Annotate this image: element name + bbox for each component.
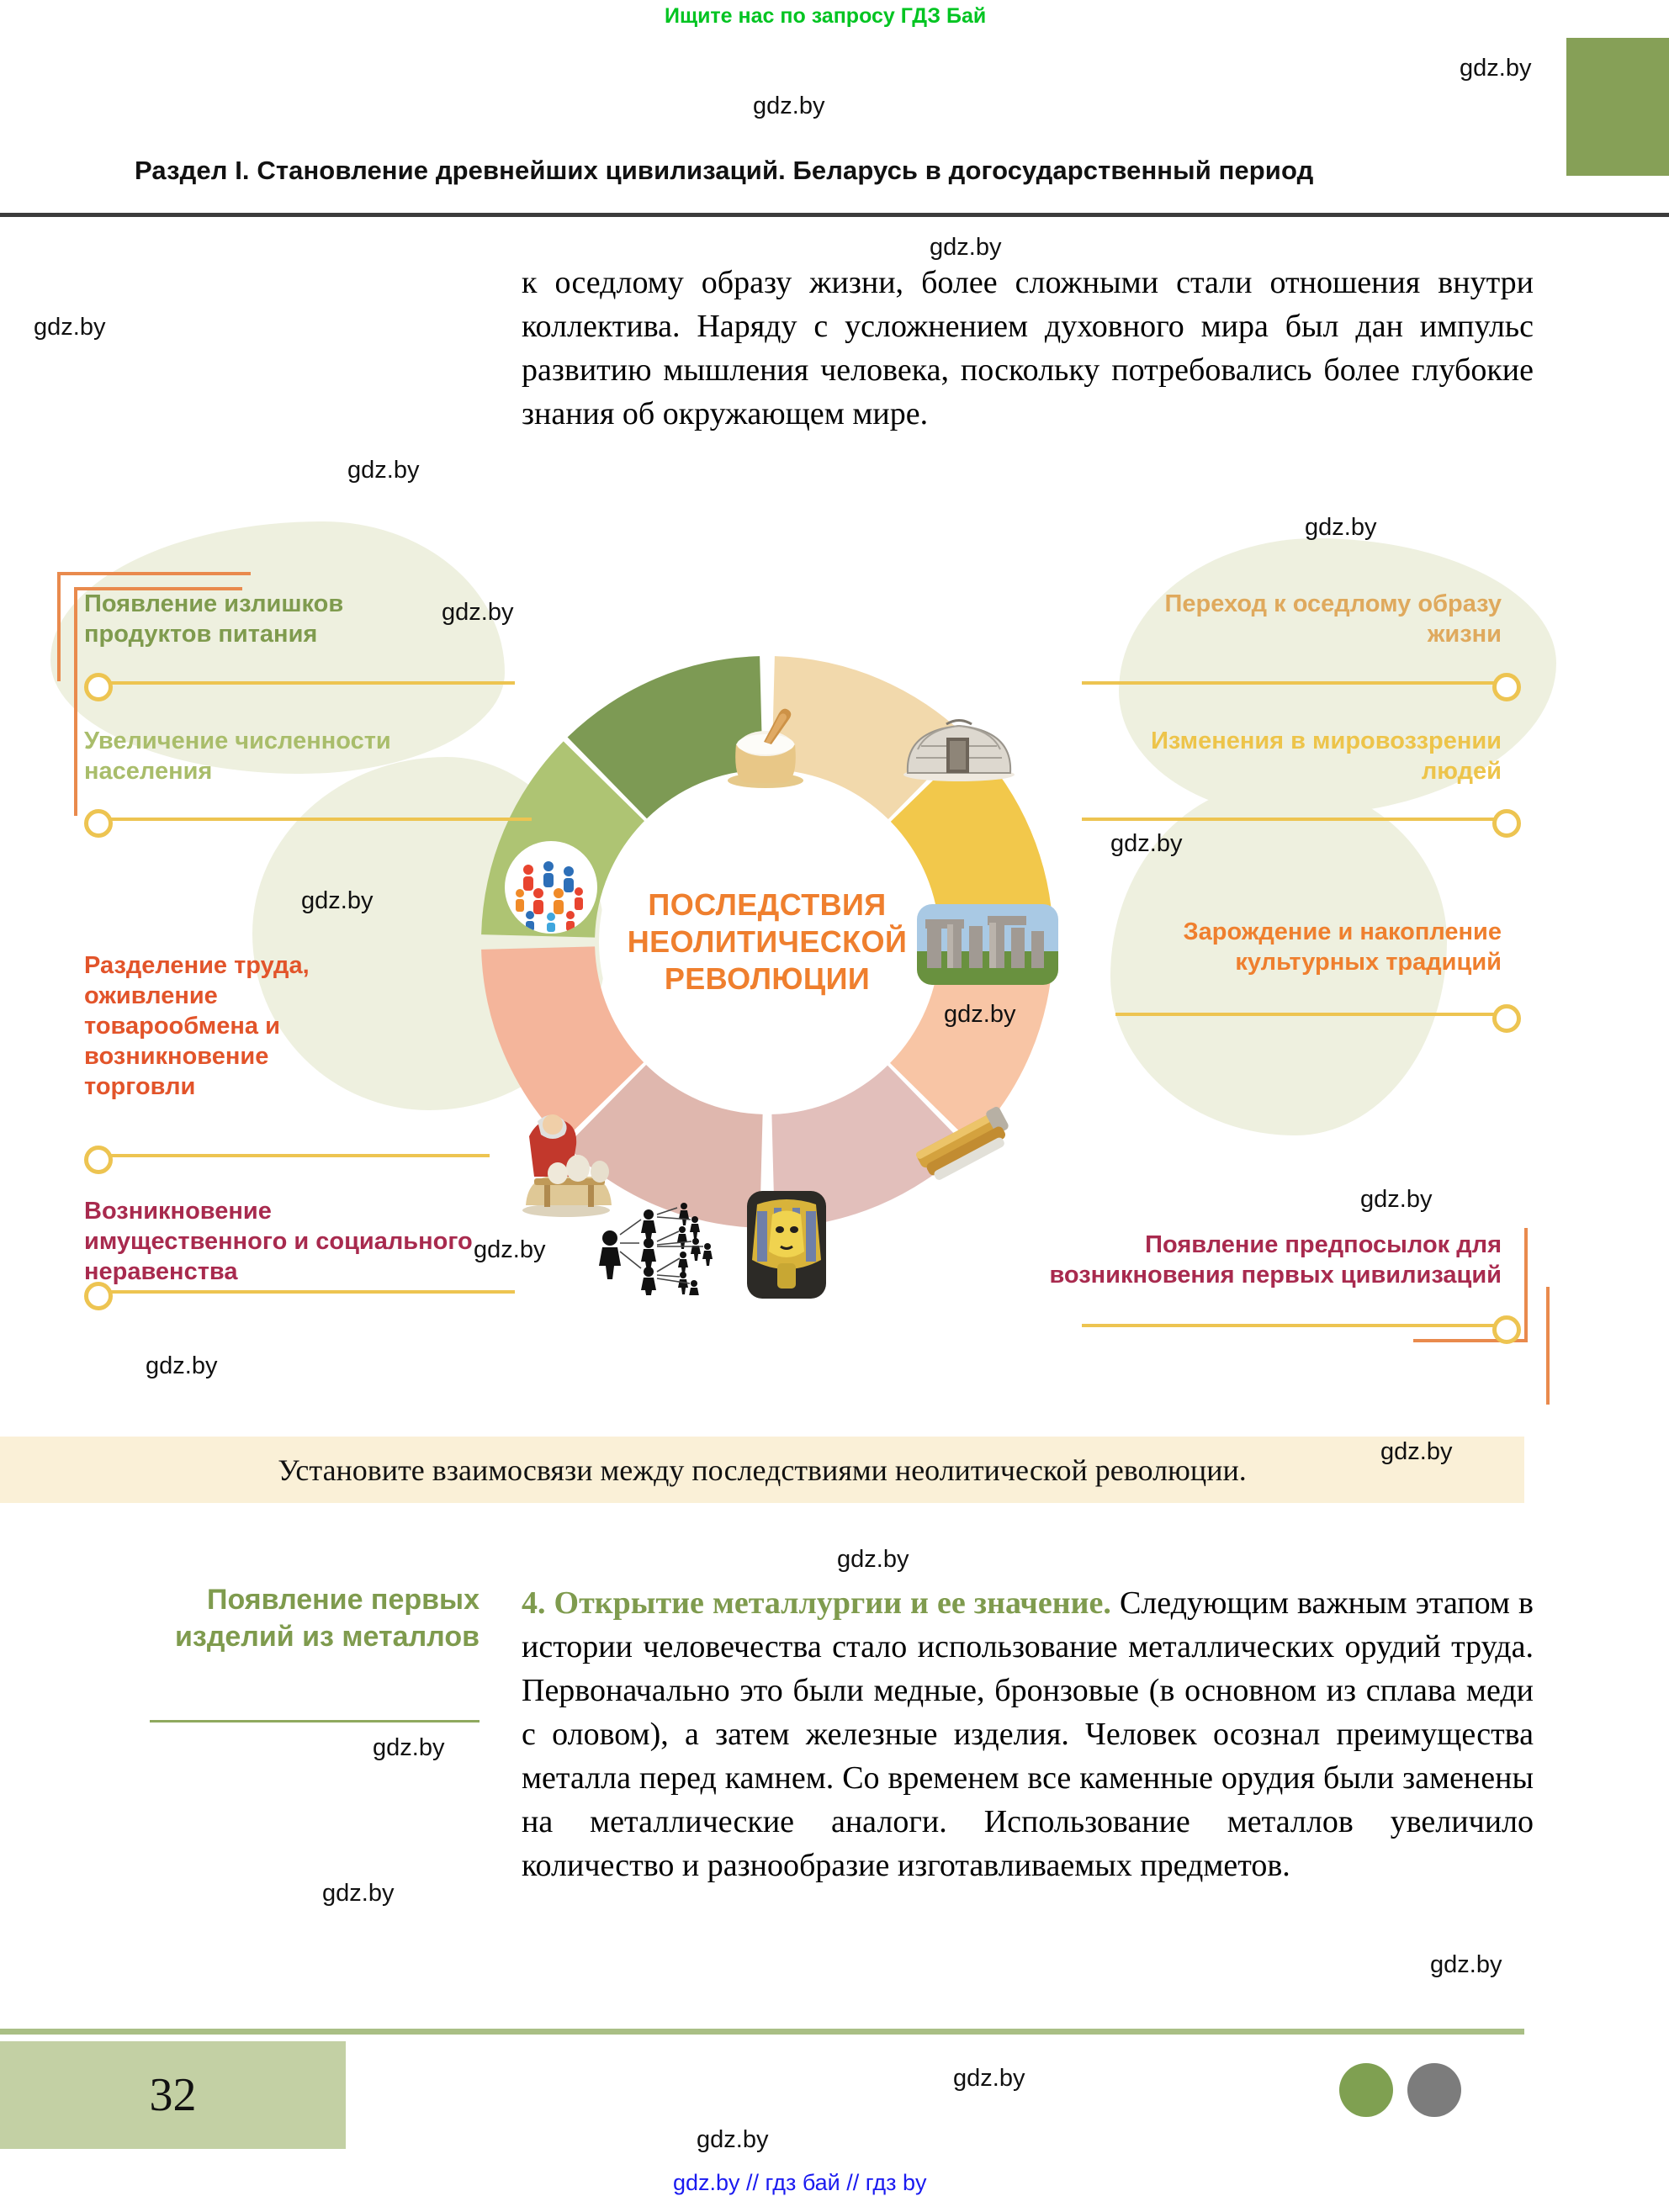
connector-population-growth	[94, 818, 532, 821]
margin-note: Появление первых изделий из металлов	[175, 1584, 480, 1653]
watermark-2: gdz.by	[930, 234, 1002, 261]
label-labor-division: Разделение труда, оживление товарообмена и возникновение торговли	[84, 952, 310, 1100]
neolithic-consequences-infographic	[0, 505, 1669, 1413]
bracket-br-inner-v	[1546, 1287, 1550, 1405]
watermark-16: gdz.by	[322, 1880, 395, 1907]
watermark-6: gdz.by	[442, 599, 514, 626]
connector-ring-cultural-traditions	[1492, 1004, 1521, 1033]
stonehenge-icon	[917, 904, 1058, 985]
watermark-12: gdz.by	[146, 1352, 218, 1379]
watermark-11: gdz.by	[474, 1236, 546, 1263]
watermark-1: gdz.by	[753, 93, 825, 119]
task-text: Установите взаимосвязи между последствиями неолитической революции.	[278, 1453, 1247, 1487]
connector-first-civilizations	[1082, 1324, 1502, 1327]
page-number: 32	[149, 2069, 197, 2121]
connector-ring-labor-division	[84, 1146, 113, 1174]
potter-craft-icon	[501, 1106, 627, 1224]
watermark-18: gdz.by	[953, 2065, 1025, 2092]
connector-ring-first-civilizations	[1492, 1315, 1521, 1344]
label-first-civilizations: Появление предпосылок для возникновения первых цивилизаций	[1049, 1231, 1502, 1289]
population-people-icon	[505, 841, 597, 938]
wooden-tools-icon	[904, 1098, 1022, 1194]
bracket-br-outer-v	[1524, 1228, 1528, 1342]
connector-worldview-change	[1082, 818, 1502, 821]
section-body: Следующим важным этапом в истории человечества стало использование металлических орудий труда. Первоначально это были медные, бронзовые (в основном из сплава меди с оловом), а затем железные изделия. Человек осознал преимущества металла перед камнем. Со временем все каменные орудия были заменены на металлические аналоги. Использование металлов увеличило количество и разнообразие изготавливаемых предметов.	[522, 1585, 1534, 1883]
connector-ring-worldview-change	[1492, 809, 1521, 838]
label-population-growth: Увеличение численности населения	[84, 728, 391, 785]
label-food-surplus: Появление излишков продуктов питания	[84, 590, 344, 648]
watermark-13: gdz.by	[1380, 1438, 1453, 1465]
yurt-dwelling-icon	[896, 685, 1022, 786]
connector-cultural-traditions	[1115, 1013, 1502, 1016]
chapter-tab-marker	[1566, 38, 1669, 176]
bottom-paragraph	[522, 1581, 1534, 1887]
chapter-title: Раздел I. Становление древнейших цивилизаций. Беларусь в догосударственный период	[135, 156, 1314, 185]
footer-dot-green	[1339, 2063, 1393, 2117]
bracket-tl-outer-h	[57, 572, 251, 575]
watermark-7: gdz.by	[1110, 830, 1183, 857]
connector-ring-population-growth	[84, 809, 113, 838]
label-sedentary-life: Переход к оседлому образу жизни	[1164, 590, 1502, 648]
label-worldview-change: Изменения в мировоззрении людей	[1151, 728, 1502, 785]
footer-dot-grey	[1407, 2063, 1461, 2117]
watermark-10: gdz.by	[1360, 1186, 1433, 1213]
label-inequality: Возникновение имущественного и социального неравенства	[84, 1198, 473, 1285]
header-divider	[0, 213, 1669, 217]
grain-sack-icon	[715, 698, 816, 795]
watermark-0: gdz.by	[1460, 55, 1532, 82]
connector-sedentary-life	[1082, 681, 1502, 685]
watermark-4: gdz.by	[347, 457, 420, 484]
top-paragraph: к оседлому образу жизни, более сложными стали отношения внутри коллектива. Наряду с усложнением духовного мира был дан импульс развитию мышления человека, поскольку потребовались более глубокие знания об окружающем мире.	[522, 265, 1534, 431]
footer-links[interactable]: gdz.by // гдз бай // гдз by	[673, 2170, 927, 2195]
watermark-9: gdz.by	[944, 1001, 1016, 1028]
connector-inequality	[94, 1290, 515, 1294]
connector-ring-sedentary-life	[1492, 673, 1521, 701]
watermark-3: gdz.by	[34, 314, 106, 341]
pharaoh-mask-icon	[740, 1186, 833, 1308]
donut-center-hub	[599, 774, 935, 1110]
watermark-8: gdz.by	[301, 887, 374, 914]
watermark-14: gdz.by	[837, 1546, 909, 1573]
connector-ring-food-surplus	[84, 673, 113, 701]
connector-food-surplus	[94, 681, 515, 685]
watermark-19: gdz.by	[697, 2126, 769, 2153]
margin-note-rule	[150, 1720, 480, 1723]
bracket-tl-inner-v	[74, 587, 77, 816]
connector-labor-division	[94, 1154, 490, 1157]
section-heading: 4. Открытие металлургии и ее значение.	[522, 1585, 1111, 1621]
donut-center-title: ПОСЛЕДСТВИЯ НЕОЛИТИЧЕСКОЙ РЕВОЛЮЦИИ	[627, 887, 908, 996]
promo-watermark: Ищите нас по запросу ГДЗ Бай	[665, 4, 987, 28]
bracket-tl-outer-v	[57, 572, 61, 681]
watermark-17: gdz.by	[1430, 1951, 1502, 1978]
label-cultural-traditions: Зарождение и накопление культурных традиций	[1183, 918, 1502, 976]
watermark-15: gdz.by	[373, 1734, 445, 1761]
watermark-5: gdz.by	[1305, 514, 1377, 541]
footer-divider	[0, 2029, 1524, 2035]
